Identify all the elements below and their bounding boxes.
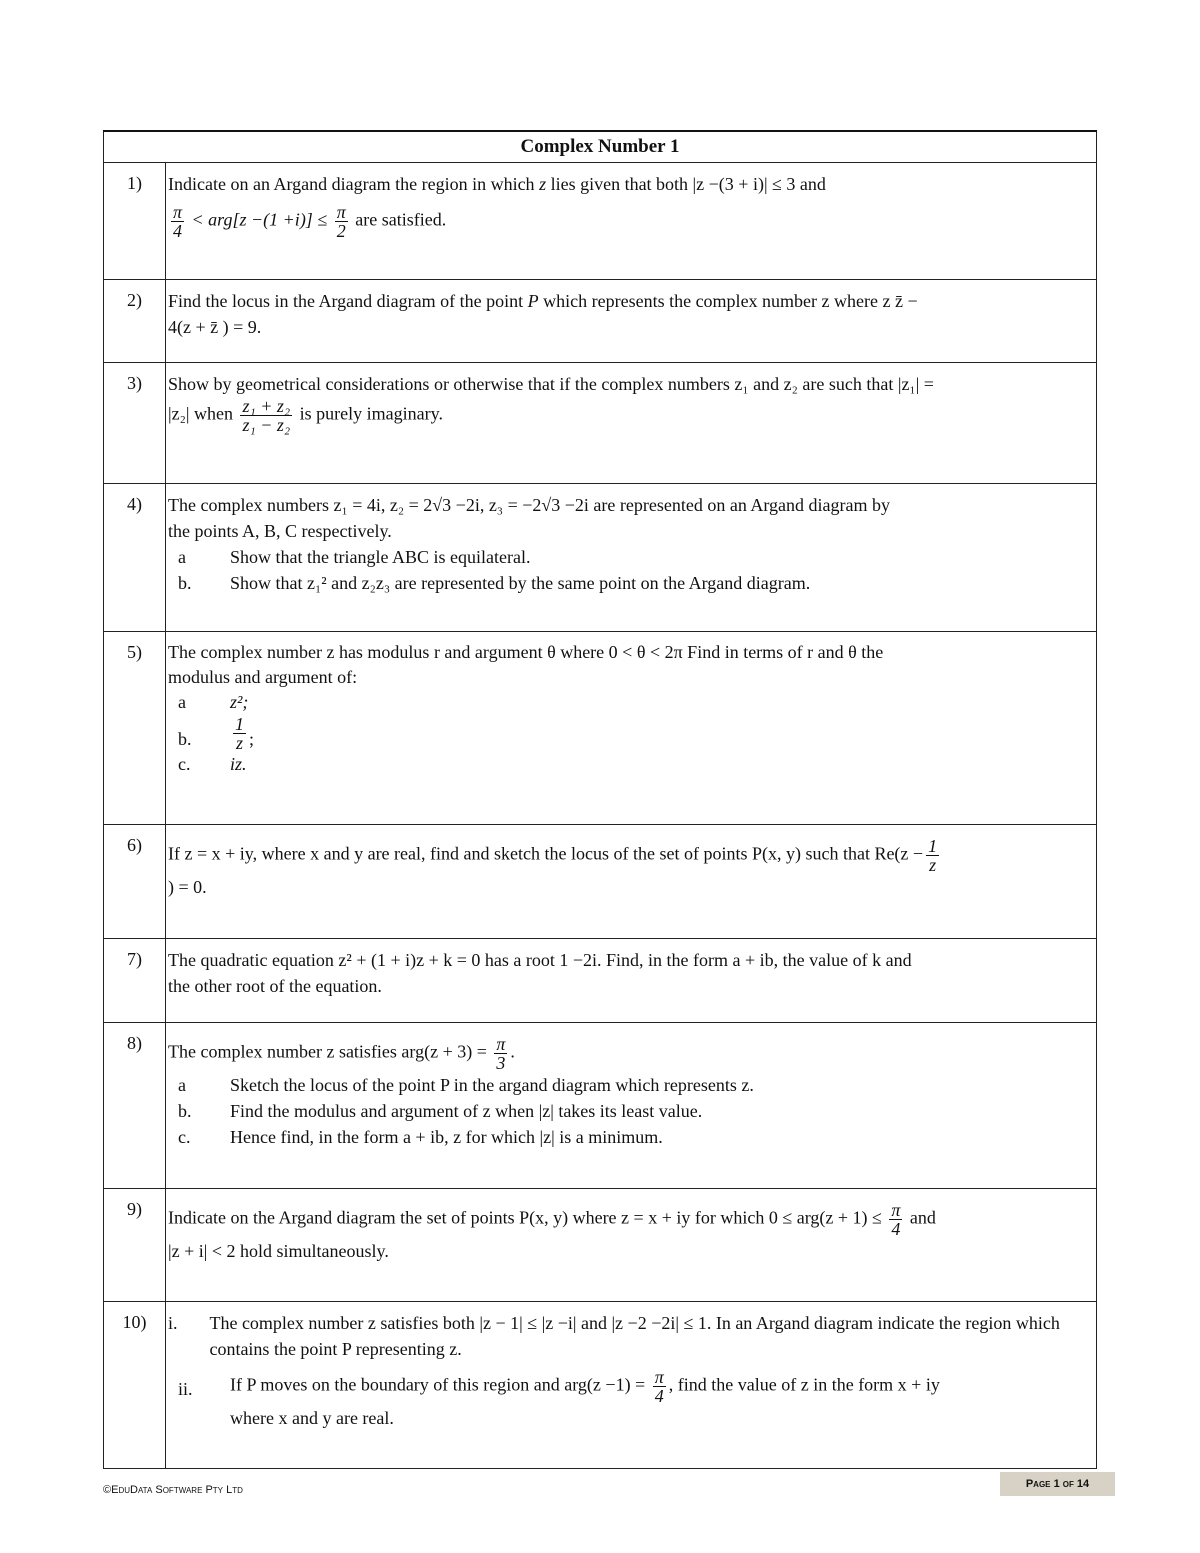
sub-text: Show that the triangle ABC is equilateral. bbox=[230, 547, 531, 567]
sub-text: Hence find, in the form a + ib, z for which |z| is a minimum. bbox=[230, 1127, 663, 1147]
fraction: $\frac{\pi}{4}$ bbox=[891, 1200, 901, 1239]
question-text: lies given that both |z −(3 + i)| ≤ 3 and bbox=[546, 174, 826, 194]
question-row-1 bbox=[104, 163, 1097, 280]
question-text: Show by geometrical considerations or otherwise that if the complex numbers z₁ and z₂ are such that |z₁| = bbox=[168, 374, 934, 394]
question-row-8 bbox=[104, 1023, 1097, 1189]
question-text: The quadratic equation z² + (1 + i)z + k = 0 has a root 1 −2i. Find, in the form a + ib, the value of k and bbox=[168, 950, 912, 970]
math: z bbox=[539, 174, 547, 194]
question-number: 6) bbox=[104, 825, 166, 939]
question-number: 7) bbox=[104, 939, 166, 1023]
page-number: Page 1 of 14 bbox=[1000, 1472, 1115, 1496]
sub-text: Sketch the locus of the point P in the argand diagram which represents z. bbox=[230, 1075, 754, 1095]
sub-text: iz. bbox=[230, 754, 247, 774]
sub-label: i. bbox=[168, 1313, 178, 1333]
question-number: 1) bbox=[104, 163, 166, 280]
question-text: is purely imaginary. bbox=[295, 403, 443, 424]
question-row-10 bbox=[104, 1302, 1097, 1469]
question-number: 2) bbox=[104, 280, 166, 363]
question-row-9 bbox=[104, 1189, 1097, 1302]
question-text: and bbox=[905, 1207, 936, 1228]
fraction: $\frac{\pi}{4}$ bbox=[654, 1367, 664, 1406]
sub-text: ; bbox=[249, 729, 255, 749]
fraction: 1 z bbox=[235, 714, 244, 753]
question-number: 8) bbox=[104, 1023, 166, 1189]
question-number: 3) bbox=[104, 363, 166, 484]
sub-text: where x and y are real. bbox=[230, 1408, 394, 1428]
fraction: $\frac{\pi}{4}$ bbox=[173, 202, 183, 241]
question-table bbox=[103, 130, 1097, 1469]
question-number: 4) bbox=[104, 484, 166, 632]
sub-label: b. bbox=[178, 1101, 192, 1121]
sub-text: Show that z₁² and z₂z₃ are represented by the same point on the Argand diagram. bbox=[230, 573, 811, 593]
question-text: which represents the complex number z where z z̄ − bbox=[538, 291, 918, 311]
sub-label: a bbox=[178, 547, 186, 567]
sub-label: b. bbox=[178, 573, 192, 593]
sub-text: Find the modulus and argument of z when |z| takes its least value. bbox=[230, 1101, 703, 1121]
sub-label: ii. bbox=[178, 1379, 193, 1399]
question-row-3 bbox=[104, 363, 1097, 484]
question-text: modulus and argument of: bbox=[168, 667, 358, 687]
math: < arg[z −(1 +i)] ≤ bbox=[187, 209, 332, 230]
footer-copyright: ©EduData Software Pty Ltd bbox=[103, 1484, 243, 1496]
question-text: . bbox=[510, 1041, 515, 1062]
question-text: ) = 0. bbox=[168, 877, 207, 897]
question-row-4 bbox=[104, 484, 1097, 632]
sub-label: a bbox=[178, 692, 186, 712]
fraction: $\frac{\pi}{3}$ bbox=[496, 1034, 506, 1073]
question-text: |z₂| when bbox=[168, 403, 238, 424]
question-row-6 bbox=[104, 825, 1097, 939]
sub-label: b. bbox=[178, 729, 192, 749]
question-text: The complex numbers z₁ = 4i, z₂ = 2√3 −2i, z₃ = −2√3 −2i are represented on an Argand diagram by bbox=[168, 495, 890, 515]
sub-label: a bbox=[178, 1075, 186, 1095]
question-text: the other root of the equation. bbox=[168, 976, 382, 996]
sub-label: c. bbox=[178, 754, 191, 774]
math: P bbox=[527, 291, 539, 311]
question-number: 10) bbox=[104, 1302, 166, 1469]
fraction: $\frac{\pi}{2}$ bbox=[336, 202, 346, 241]
sub-text: The complex number z satisfies both |z − 1| ≤ |z −i| and |z −2 −2i| ≤ 1. In an Argand diagram indicate the region which contains the point P representing z. bbox=[209, 1313, 1060, 1359]
question-number: 9) bbox=[104, 1189, 166, 1302]
sub-text: z²; bbox=[230, 692, 249, 712]
question-text: Find the locus in the Argand diagram of the point bbox=[168, 291, 528, 311]
sub-text: If P moves on the boundary of this region and arg(z −1) = bbox=[230, 1374, 650, 1395]
question-text: 4(z + z̄ ) = 9. bbox=[168, 317, 262, 337]
question-row-7 bbox=[104, 939, 1097, 1023]
question-text: are satisfied. bbox=[350, 209, 447, 230]
question-row-5 bbox=[104, 632, 1097, 825]
sub-label: c. bbox=[178, 1127, 191, 1147]
question-text: If z = x + iy, where x and y are real, find and sketch the locus of the set of points P(x, y) such that Re(z − bbox=[168, 843, 924, 864]
question-text: Indicate on an Argand diagram the region in which bbox=[168, 174, 540, 194]
question-text: the points A, B, C respectively. bbox=[168, 521, 392, 541]
question-text: Indicate on the Argand diagram the set of points P(x, y) where z = x + iy for which 0 ≤ arg(z + 1) ≤ bbox=[168, 1207, 887, 1228]
sub-text: , find the value of z in the form x + iy bbox=[668, 1374, 940, 1395]
question-text: The complex number z satisfies arg(z + 3) = bbox=[168, 1041, 492, 1062]
question-row-2 bbox=[104, 280, 1097, 363]
fraction: $\frac{1}{z}$ bbox=[928, 836, 938, 875]
fraction: $\frac{\text{z₁ + z₂}}{\text{z₁ − z₂}}$ bbox=[242, 396, 291, 435]
question-text: |z + i| < 2 hold simultaneously. bbox=[168, 1241, 389, 1261]
table-title: Complex Number 1 bbox=[104, 131, 1097, 163]
question-text: The complex number z has modulus r and argument θ where 0 < θ < 2π Find in terms of r and θ the bbox=[168, 642, 884, 662]
question-number: 5) bbox=[104, 632, 166, 825]
